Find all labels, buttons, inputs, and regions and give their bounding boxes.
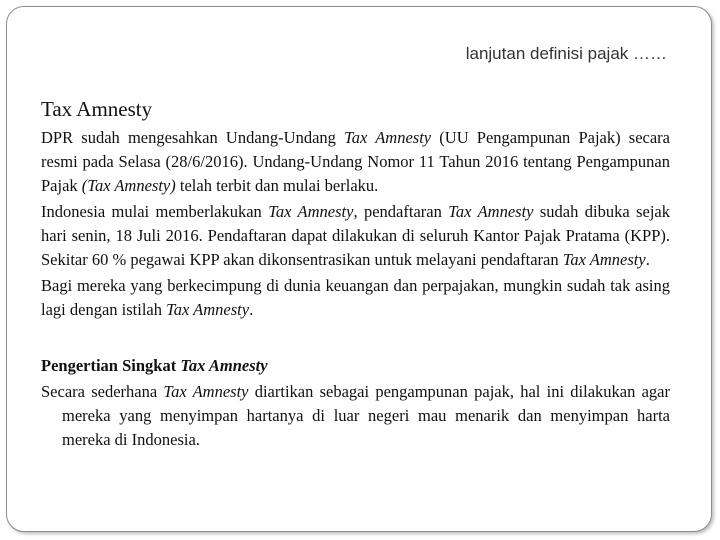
paragraph-definisi: Secara sederhana Tax Amnesty diartikan sebagai pengampunan pajak, hal ini dilakukan agar mereka yang menyimpan hartanya di luar negeri mau menarik dan menyimpan harta mereka di Indonesia.	[41, 382, 670, 449]
slide-header: lanjutan definisi pajak ……	[465, 44, 667, 63]
slide-title: Tax Amnesty	[41, 97, 153, 121]
subheading-pengertian: Pengertian Singkat Tax Amnesty	[41, 356, 268, 375]
slide-content	[41, 96, 670, 452]
paragraph-keuangan: Bagi mereka yang berkecimpung di dunia keuangan dan perpajakan, mungkin sudah tak asing lagi dengan istilah Tax Amnesty.	[41, 276, 670, 319]
paragraph-indonesia: Indonesia mulai memberlakukan Tax Amnesty, pendaftaran Tax Amnesty sudah dibuka sejak hari senin, 18 Juli 2016. Pendaftaran dapat dilakukan di seluruh Kantor Pajak Pratama (KPP). Sekitar 60 % pegawai KPP akan dikonsentrasikan untuk melayani pendaftaran Tax Amnesty.	[41, 202, 670, 269]
paragraph-dpr: DPR sudah mengesahkan Undang-Undang Tax Amnesty (UU Pengampunan Pajak) secara resmi pada Selasa (28/6/2016). Undang-Undang Nomor 11 Tahun 2016 tentang Pengampunan Pajak (Tax Amnesty) telah terbit dan mulai berlaku.	[41, 128, 670, 195]
